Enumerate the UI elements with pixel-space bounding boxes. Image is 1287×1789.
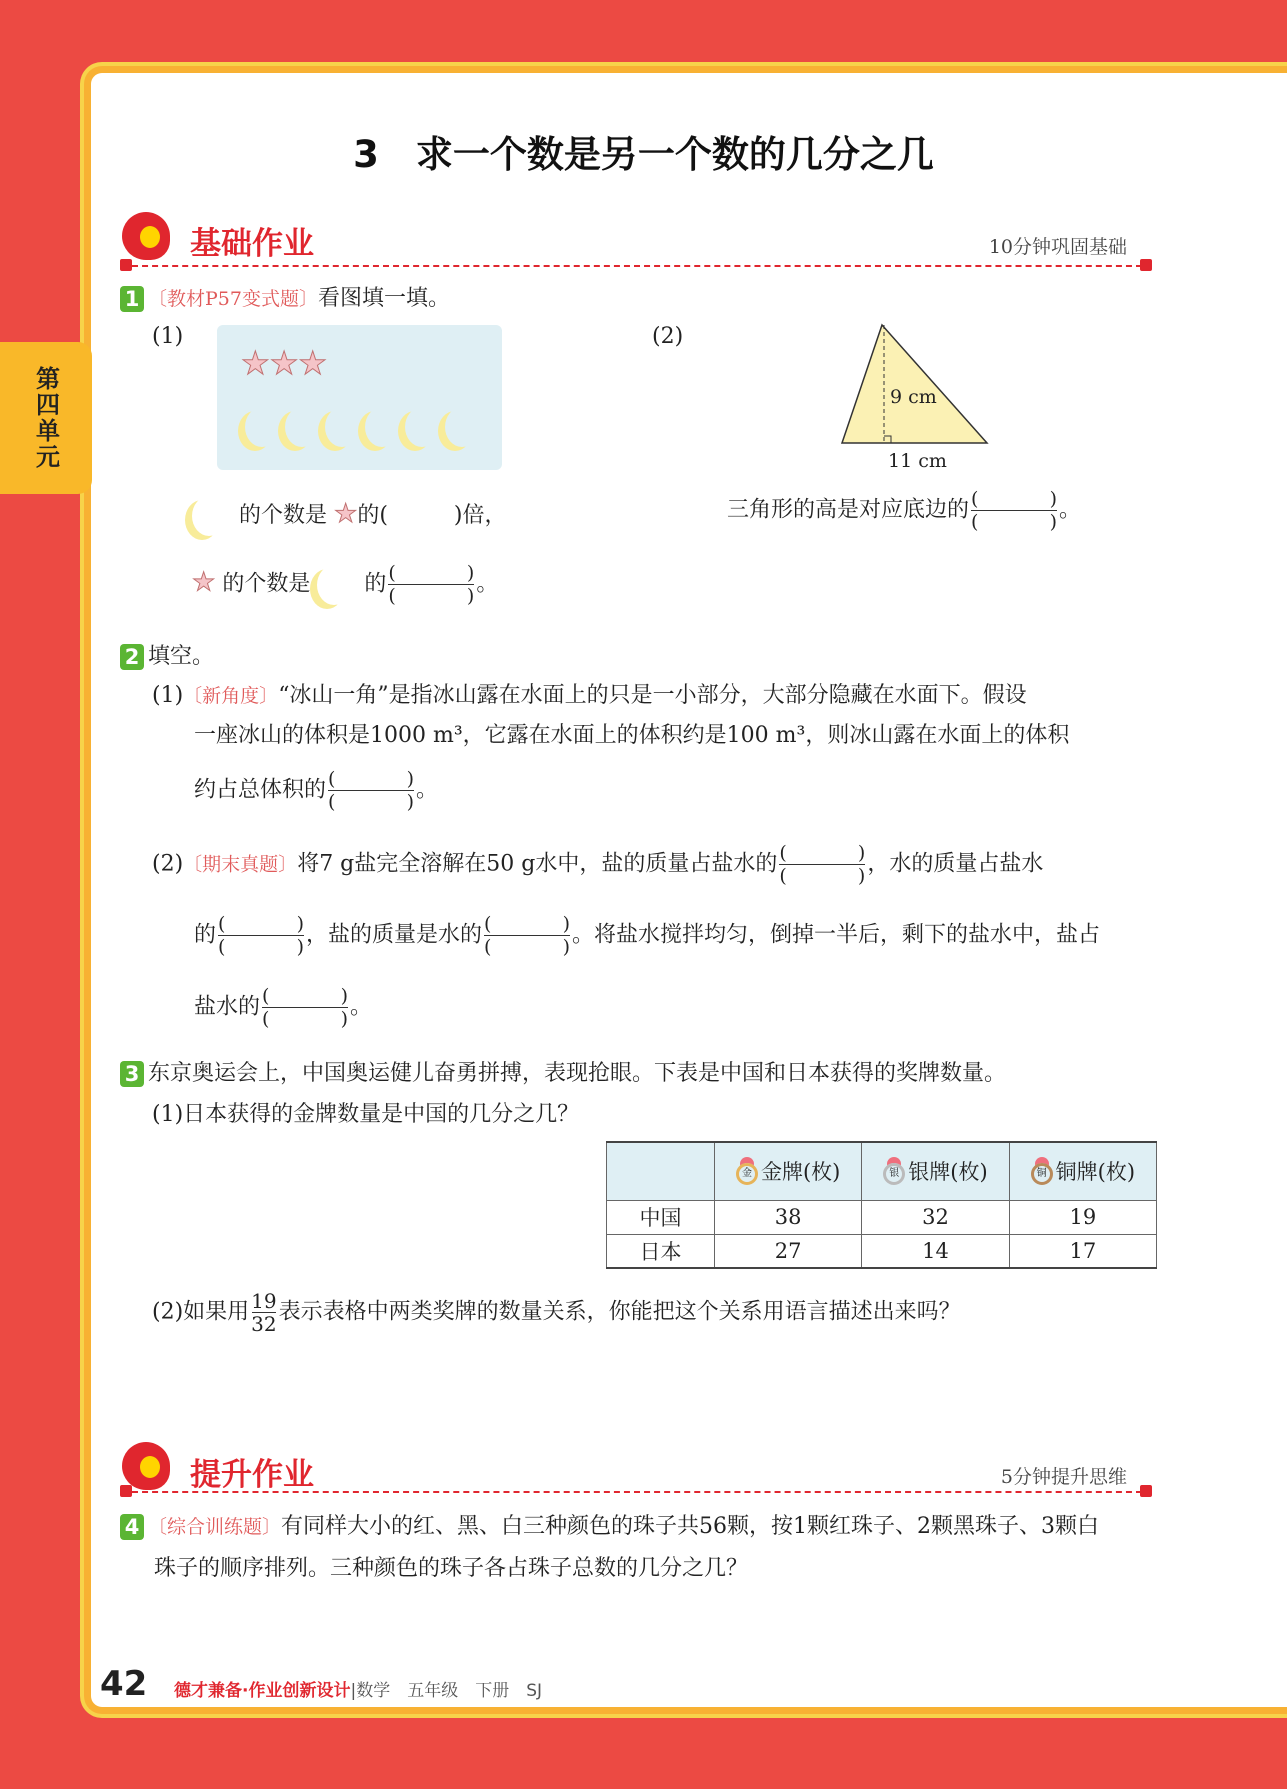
question-3	[120, 1057, 1006, 1091]
question-tag: 〔期末真题〕	[183, 853, 298, 876]
question-tag: 〔教材P57变式题〕	[148, 288, 318, 310]
q1-line-1	[192, 496, 507, 536]
table-row	[607, 1200, 1157, 1234]
q1-triangle-line	[727, 488, 1081, 533]
cell: 14	[862, 1234, 1009, 1268]
text: 。	[350, 994, 373, 1020]
question-text-cont: 珠子的顺序排列。三种颜色的珠子各占珠子总数的几分之几？	[154, 1556, 749, 1581]
moon-icon	[325, 407, 359, 447]
q3-part2	[152, 1290, 961, 1335]
text: 约占总体积的	[194, 777, 327, 803]
text: 的( )倍，	[357, 503, 507, 528]
question-1	[120, 282, 450, 316]
text: 的	[194, 922, 217, 948]
fraction-blank[interactable]	[218, 913, 304, 958]
row-label: 日本	[607, 1234, 715, 1268]
question-tag: 〔综合训练题〕	[148, 1516, 282, 1538]
divider-dot	[120, 259, 132, 271]
header-silver	[862, 1142, 1009, 1200]
header-bronze	[1009, 1142, 1156, 1200]
text: 的	[364, 571, 387, 597]
fraction-blank[interactable]	[971, 488, 1057, 533]
divider-dot	[1140, 259, 1152, 271]
book-info: |数学 五年级 下册 SJ	[350, 1681, 543, 1701]
part-label: (2)	[652, 324, 684, 349]
numerator: 19	[251, 1289, 277, 1313]
moon-icon	[445, 407, 479, 447]
fraction-blank[interactable]	[262, 985, 348, 1030]
text: 。	[416, 777, 439, 803]
page-title: 3 求一个数是另一个数的几分之几	[353, 133, 934, 176]
denominator: 32	[251, 1312, 277, 1336]
text: ，水的质量占盐水	[867, 851, 1044, 877]
table-row	[607, 1234, 1157, 1268]
bell-icon	[122, 1442, 170, 1490]
star-icon: ★	[241, 344, 270, 382]
header-label: 银牌(枚)	[908, 1160, 988, 1185]
q1-line-2	[192, 562, 498, 607]
figure-box	[217, 325, 502, 470]
cell: 38	[715, 1200, 862, 1234]
header-gold	[715, 1142, 862, 1200]
fraction-blank[interactable]	[484, 913, 570, 958]
text: 三角形的高是对应底边的	[727, 497, 970, 523]
text: (2)如果用	[152, 1299, 250, 1325]
bell-icon	[122, 212, 170, 260]
stars-row	[241, 344, 328, 382]
gold-medal-icon: 金	[736, 1163, 758, 1185]
question-number: 3	[120, 1061, 144, 1087]
q3-part1: (1)日本获得的金牌数量是中国的几分之几？	[152, 1102, 580, 1127]
row-label: 中国	[607, 1200, 715, 1234]
fraction-blank[interactable]	[779, 842, 865, 887]
base-label: 11 cm	[888, 450, 947, 472]
page-number: 42	[100, 1664, 148, 1704]
text: 。	[1059, 497, 1082, 523]
text: 将7 g盐完全溶解在50 g水中，盐的质量占盐水的	[297, 851, 778, 877]
moon-icon	[245, 407, 279, 447]
cell: 19	[1009, 1200, 1156, 1234]
moon-icon	[285, 407, 319, 447]
height-label: 9 cm	[890, 386, 937, 408]
question-text: 东京奥运会上，中国奥运健儿奋勇拼搏，表现抢眼。下表是中国和日本获得的奖牌数量。	[148, 1061, 1007, 1086]
moon-icon	[405, 407, 439, 447]
question-number: 4	[120, 1514, 144, 1540]
q2-part2-line3	[194, 985, 372, 1030]
section-divider	[132, 1491, 1142, 1493]
question-text: 有同样大小的红、黑、白三种颜色的珠子共56颗，按1颗红珠子、2颗黑珠子、3颗白	[281, 1514, 1100, 1539]
moon-icon	[365, 407, 399, 447]
fraction-blank[interactable]	[388, 562, 474, 607]
header-label: 金牌(枚)	[760, 1160, 841, 1185]
cell: 32	[862, 1200, 1009, 1234]
question-text: 填空。	[148, 644, 215, 669]
q2-part2-line2	[194, 913, 1100, 958]
silver-medal-icon: 银	[883, 1163, 905, 1185]
q2-part1-line1	[152, 679, 1027, 713]
star-icon: ★	[298, 344, 328, 382]
section-divider	[132, 265, 1142, 267]
text: ，盐的质量是水的	[306, 922, 483, 948]
fraction-19-32	[251, 1290, 276, 1335]
section-title-basic: 基础作业	[190, 226, 314, 262]
question-text: 看图填一填。	[317, 286, 450, 311]
q2-part2-line1	[152, 842, 1043, 887]
medal-table	[606, 1141, 1157, 1269]
question-tag: 〔新角度〕	[183, 685, 279, 707]
divider-dot	[120, 1485, 132, 1497]
question-number: 1	[120, 286, 144, 312]
question-number: 2	[120, 644, 144, 670]
bronze-medal-icon: 铜	[1031, 1163, 1053, 1185]
text: 的个数是	[222, 571, 311, 597]
cell: 17	[1009, 1234, 1156, 1268]
unit-tab: 第四单元	[0, 342, 92, 494]
star-icon: ★	[334, 499, 358, 529]
triangle-figure	[835, 320, 995, 450]
text: 盐水的	[194, 994, 261, 1020]
star-icon: ★	[192, 567, 216, 598]
question-2	[120, 640, 214, 674]
moon-icon	[192, 496, 226, 536]
text: 的个数是	[239, 503, 328, 528]
part-label: (1)	[152, 683, 184, 708]
text: 。	[476, 571, 499, 597]
moon-icon	[317, 565, 351, 605]
moons-row	[245, 407, 485, 447]
divider-dot	[1140, 1485, 1152, 1497]
q2-part1-line2: 一座冰山的体积是1000 m³，它露在水面上的体积约是100 m³，则冰山露在水面上的体积	[194, 723, 1070, 748]
cell: 27	[715, 1234, 862, 1268]
footer-info	[174, 1676, 542, 1701]
part-label: (2)	[152, 851, 184, 877]
text: 。将盐水搅拌均匀，倒掉一半后，剩下的盐水中，盐占	[572, 922, 1101, 948]
question-4	[120, 1510, 1099, 1544]
text: “冰山一角”是指冰山露在水面上的只是一小部分，大部分隐藏在水面下。假设	[278, 683, 1027, 708]
q2-part1-line3	[194, 768, 438, 813]
star-icon: ★	[269, 344, 299, 382]
header-label: 铜牌(枚)	[1055, 1160, 1136, 1185]
part-label: (1)	[152, 324, 184, 349]
fraction-blank[interactable]	[328, 768, 414, 813]
section-note-advanced: 5分钟提升思维	[1000, 1466, 1127, 1488]
section-title-advanced: 提升作业	[190, 1457, 314, 1493]
text: 表示表格中两类奖牌的数量关系，你能把这个关系用语言描述出来吗？	[278, 1299, 961, 1325]
brand: 德才兼备·作业创新设计	[174, 1681, 351, 1701]
section-note-basic: 10分钟巩固基础	[988, 236, 1127, 258]
table-corner	[607, 1142, 715, 1200]
